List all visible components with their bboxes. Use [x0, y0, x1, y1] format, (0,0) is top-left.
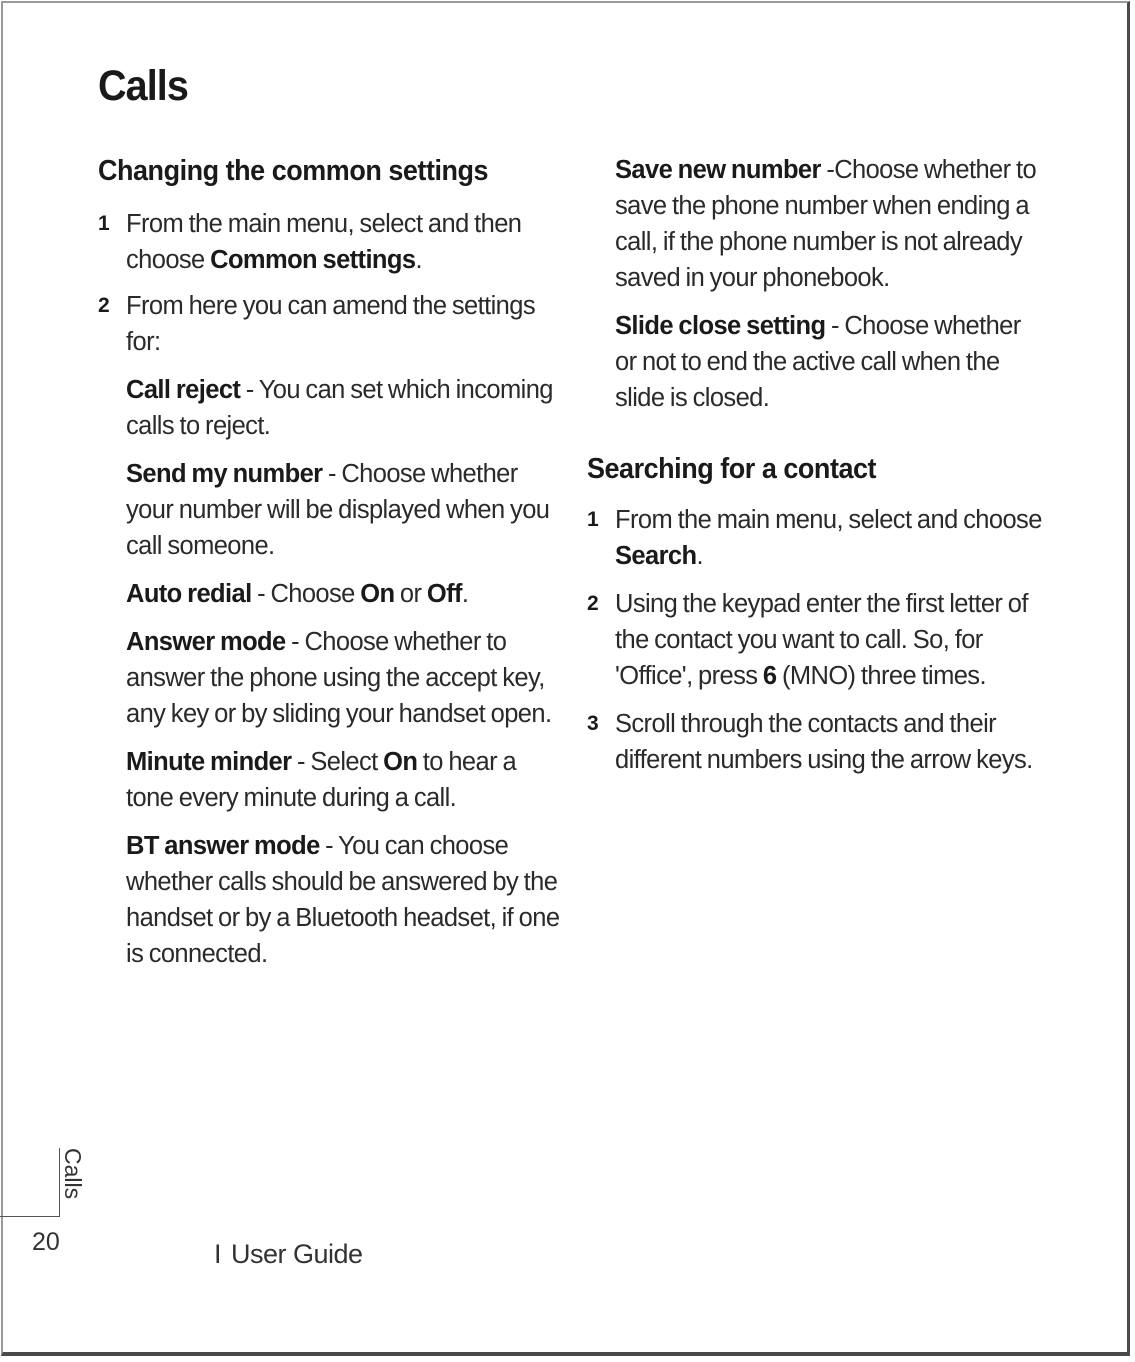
setting-term: Save new number	[615, 156, 821, 184]
footer-separator: I	[214, 1239, 222, 1269]
option-on: On	[383, 748, 418, 776]
setting-minute-minder	[98, 744, 568, 816]
step-text: From the main menu, select and choose	[615, 506, 1042, 534]
setting-term: Minute minder	[126, 748, 292, 776]
step-number: 2	[587, 592, 599, 615]
left-column	[98, 152, 568, 972]
section-heading-searching-contact: Searching for a contact	[587, 453, 877, 485]
step-3	[587, 706, 1047, 778]
section-heading-common-settings: Changing the common settings	[98, 155, 489, 187]
setting-desc: - Choose whether or not to end the active call when the slide is closed.	[615, 312, 1021, 412]
setting-call-reject	[98, 372, 568, 444]
setting-desc: to hear a tone every minute during a call.	[126, 748, 517, 812]
step-number: 1	[98, 212, 110, 235]
step-bold: 6	[762, 662, 777, 690]
setting-desc: - Choose whether your number will be displayed when you call someone.	[126, 460, 550, 560]
step-text-end: (MNO) three times.	[776, 662, 986, 690]
option-off: Off	[426, 580, 462, 608]
step-text: From here you can amend the settings for:	[126, 292, 535, 356]
setting-term: Auto redial	[126, 580, 252, 608]
setting-slide-close	[587, 308, 1047, 416]
setting-term: Send my number	[126, 460, 323, 488]
step-2	[98, 288, 568, 360]
step-text-end: .	[415, 246, 422, 274]
setting-desc: .	[461, 580, 469, 608]
step-number: 2	[98, 294, 110, 317]
setting-save-new-number	[587, 152, 1047, 296]
setting-term: BT answer mode	[126, 832, 320, 860]
side-label-text: Calls	[60, 1148, 86, 1200]
side-vertical-rule	[59, 1148, 60, 1216]
right-column	[587, 152, 1047, 778]
step-text: From the main menu, select and then choose	[126, 210, 522, 274]
step-1	[98, 206, 568, 278]
step-number: 3	[587, 712, 599, 735]
setting-answer-mode	[98, 624, 568, 732]
setting-desc: -Choose whether to save the phone number when ending a call, if the phone number is not already saved in your phonebook.	[615, 156, 1037, 292]
setting-send-my-number	[98, 456, 568, 564]
setting-term: Answer mode	[126, 628, 286, 656]
step-text: Using the keypad enter the first letter of the contact you want to call. So, for 'Office', press	[615, 590, 1028, 690]
step-2	[587, 586, 1047, 694]
option-on: On	[360, 580, 395, 608]
setting-desc: or	[394, 580, 427, 608]
side-section-label	[31, 1148, 86, 1204]
step-text: Scroll through the contacts and their different numbers using the arrow keys.	[615, 710, 1033, 774]
step-number: 1	[587, 508, 599, 531]
step-text-end: .	[696, 542, 703, 570]
setting-term: Call reject	[126, 376, 241, 404]
setting-auto-redial	[98, 576, 568, 612]
setting-desc: - You can set which incoming calls to reject.	[126, 376, 553, 440]
setting-desc: - You can choose whether calls should be answered by the handset or by a Bluetooth headset, if one is connected.	[126, 832, 560, 968]
page-title: Calls	[98, 62, 188, 110]
setting-term: Slide close setting	[615, 312, 826, 340]
setting-desc: - Choose whether to answer the phone using the accept key, any key or by sliding your handset open.	[126, 628, 552, 728]
step-bold: Search	[615, 542, 697, 570]
setting-bt-answer-mode	[98, 828, 568, 972]
side-horizontal-rule	[0, 1216, 60, 1217]
step-1	[587, 502, 1047, 574]
footer	[214, 1239, 363, 1270]
page-number: 20	[32, 1228, 60, 1256]
setting-desc: - Select	[291, 748, 384, 776]
step-bold: Common settings	[210, 246, 416, 274]
footer-text: User Guide	[231, 1239, 363, 1269]
setting-desc: - Choose	[251, 580, 361, 608]
